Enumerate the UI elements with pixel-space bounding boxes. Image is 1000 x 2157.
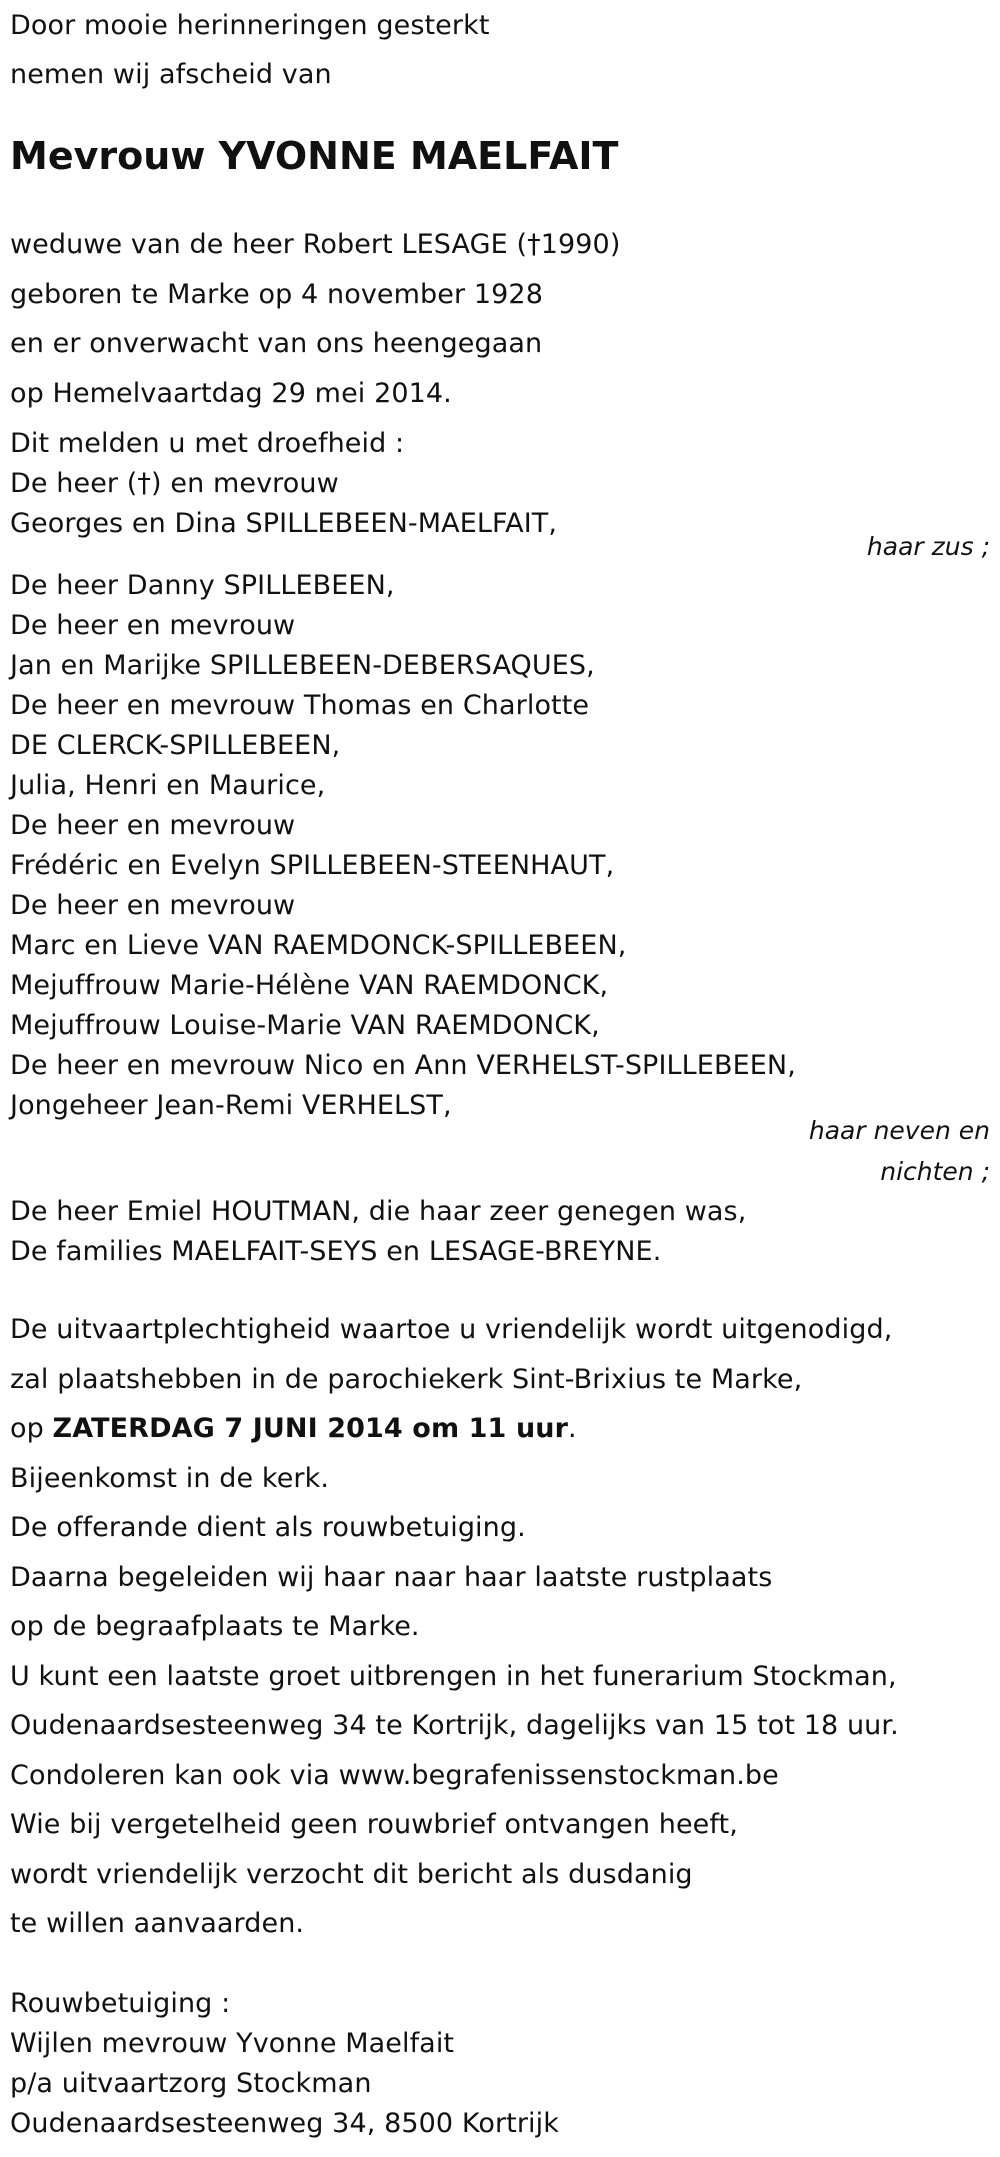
funeral-line: zal plaatshebben in de parochiekerk Sint-Brixius te Marke, [10,1364,803,1395]
family-line: De heer en mevrouw Thomas en Charlotte [10,690,590,721]
condolence-website-line: Condoleren kan ook via www.begrafenissenstockman.be [10,1760,779,1791]
family-line: De heer (†) en mevrouw [10,468,339,499]
condolence-address-line: Oudenaardsesteenweg 34, 8500 Kortrijk [10,2108,559,2139]
funeral-line: Oudenaardsesteenweg 34 te Kortrijk, dagelijks van 15 tot 18 uur. [10,1710,899,1741]
funeral-line: Wie bij vergetelheid geen rouwbrief ontvangen heeft, [10,1809,738,1840]
family-line: Jan en Marijke SPILLEBEEN-DEBERSAQUES, [10,650,595,681]
funeral-date-prefix: op [10,1413,53,1444]
family-line: DE CLERCK-SPILLEBEEN, [10,730,341,761]
funeral-line: te willen aanvaarden. [10,1908,305,1939]
family-line: Julia, Henri en Maurice, [10,770,326,801]
funeral-date-line [10,1411,577,1447]
funeral-line: De offerande dient als rouwbetuiging. [10,1512,526,1543]
detail-line: geboren te Marke op 4 november 1928 [10,279,543,310]
funeral-line: De uitvaartplechtigheid waartoe u vriendelijk wordt uitgenodigd, [10,1314,893,1345]
condolence-address-line: p/a uitvaartzorg Stockman [10,2068,372,2099]
relation-note: haar neven en [808,1116,990,1145]
funeral-line: Daarna begeleiden wij haar naar haar laatste rustplaats [10,1562,773,1593]
deceased-name: Mevrouw YVONNE MAELFAIT [10,134,619,178]
family-line: De heer en mevrouw [10,810,296,841]
announce-line: Dit melden u met droefheid : [10,428,405,459]
family-line: De heer Danny SPILLEBEEN, [10,570,395,601]
family-line: De families MAELFAIT-SEYS en LESAGE-BREYNE. [10,1236,662,1267]
family-line: De heer en mevrouw [10,890,296,921]
family-line: Frédéric en Evelyn SPILLEBEEN-STEENHAUT, [10,850,615,881]
family-line: De heer Emiel HOUTMAN, die haar zeer genegen was, [10,1196,747,1227]
family-line: Georges en Dina SPILLEBEEN-MAELFAIT, [10,508,558,539]
condolence-address-line: Wijlen mevrouw Yvonne Maelfait [10,2028,455,2059]
funeral-date: ZATERDAG 7 JUNI 2014 om 11 uur [52,1413,569,1444]
family-line: Marc en Lieve VAN RAEMDONCK-SPILLEBEEN, [10,930,627,961]
funeral-date-suffix: . [568,1413,577,1444]
funeral-line: Bijeenkomst in de kerk. [10,1463,330,1494]
family-line: De heer en mevrouw [10,610,296,641]
funeral-line: wordt vriendelijk verzocht dit bericht als dusdanig [10,1859,693,1890]
family-line: De heer en mevrouw Nico en Ann VERHELST-SPILLEBEEN, [10,1050,796,1081]
relation-note: haar zus ; [866,532,990,561]
family-line: Mejuffrouw Louise-Marie VAN RAEMDONCK, [10,1010,600,1041]
family-line: Mejuffrouw Marie-Hélène VAN RAEMDONCK, [10,970,609,1001]
family-line: Jongeheer Jean-Remi VERHELST, [10,1090,452,1121]
intro-line: nemen wij afscheid van [10,59,332,90]
funeral-line: U kunt een laatste groet uitbrengen in het funerarium Stockman, [10,1661,897,1692]
funeral-line: op de begraafplaats te Marke. [10,1611,420,1642]
relation-note: nichten ; [880,1157,990,1186]
condolence-label: Rouwbetuiging : [10,1988,231,2019]
intro-line: Door mooie herinneringen gesterkt [10,10,490,41]
detail-line: op Hemelvaartdag 29 mei 2014. [10,378,452,409]
detail-line: en er onverwacht van ons heengegaan [10,328,543,359]
detail-line: weduwe van de heer Robert LESAGE (†1990) [10,229,621,260]
